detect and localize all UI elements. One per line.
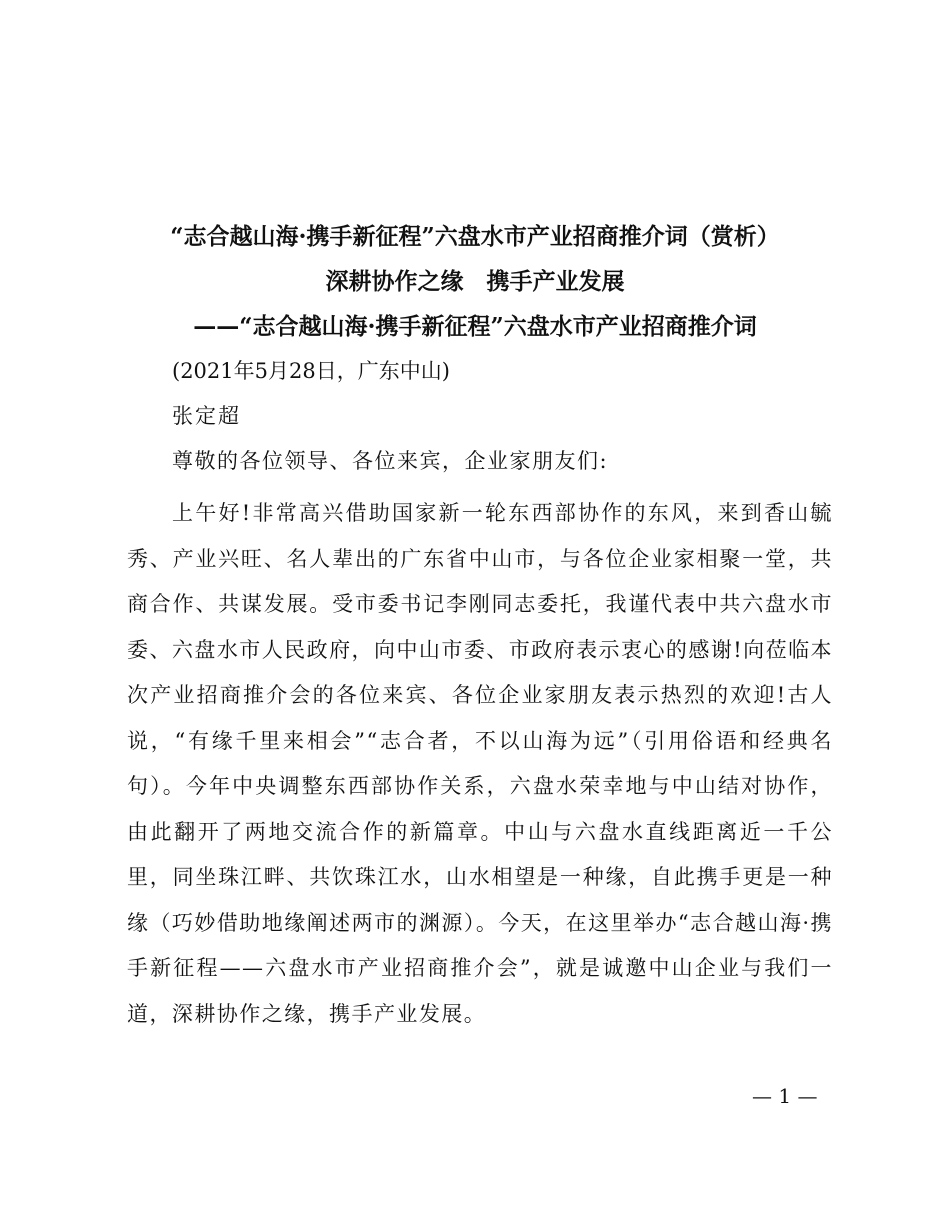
body-paragraph: 上午好!非常高兴借助国家新一轮东西部协作的东风，来到香山毓秀、产业兴旺、名人辈出的广东省中山市，与各位企业家相聚一堂，共商合作、共谋发展。受市委书记李刚同志委托，我谨代表中共六盘水市委、六盘水市人民政府，向中山市委、市政府表示衷心的感谢!向莅临本次产业招商推介会的各位来宾、各位企业家朋友表示热烈的欢迎!古人说，“有缘千里来相会”“志合者，不以山海为远”（引用俗语和经典名句）。今年中央调整东西部协作关系，六盘水荣幸地与中山结对协作，由此翻开了两地交流合作的新篇章。中山与六盘水直线距离近一千公里，同坐珠江畔、共饮珠江水，山水相望是一种缘，自此携手更是一种缘（巧妙借助地缘阐述两市的渊源）。今天，在这里举办“志合越山海·携手新征程——六盘水市产业招商推介会”，就是诚邀中山企业与我们一道，深耕协作之缘，携手产业发展。: [127, 501, 833, 1026]
author-name: 张定超: [172, 404, 241, 428]
document-subtitle-secondary: ——“志合越山海·携手新征程”六盘水市产业招商推介词: [193, 313, 757, 340]
salutation: 尊敬的各位领导、各位来宾，企业家朋友们:: [172, 449, 609, 473]
document-subtitle: 深耕协作之缘 携手产业发展: [325, 268, 625, 295]
page-number: — 1 —: [752, 1084, 818, 1108]
document-title: “志合越山海·携手新征程”六盘水市产业招商推介词（赏析）: [170, 223, 780, 250]
date-place: (2021年5月28日，广东中山): [172, 359, 450, 383]
